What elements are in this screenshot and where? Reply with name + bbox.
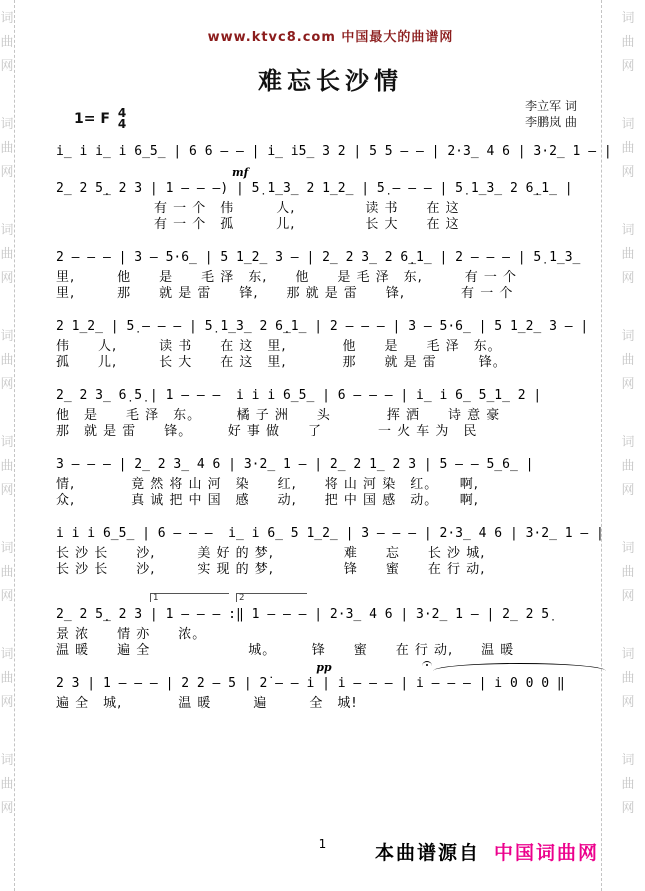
music-system xyxy=(56,140,612,164)
music-system xyxy=(56,591,605,659)
lyric-line: 景 浓 情 亦 浓。 xyxy=(56,627,207,642)
notation-line: 2 1̲2̲ | 5̣ — — — | 5̣ 1̲3̲ 2 6̣̲1̲ | 2 — — — | 3 — 5·6̲ | 5 1̲2̲ 3 — | xyxy=(56,319,589,334)
notation-area xyxy=(56,140,612,712)
lyric-line: 情, 竟 然 将 山 河 染 红, 将 山 河 染 红。 啊, xyxy=(56,477,479,492)
watermark-char: 曲 xyxy=(621,565,635,580)
watermark-char: 词 xyxy=(0,435,14,450)
watermark-char: 网 xyxy=(621,165,635,180)
dynamic-marking: pp xyxy=(316,661,332,674)
lyric-line: 有 一 个 伟 人, 读 书 在 这 xyxy=(56,201,460,216)
watermark-char: 词 xyxy=(621,11,635,26)
watermark-char: 曲 xyxy=(0,459,14,474)
watermark-char: 网 xyxy=(621,271,635,286)
watermark-char: 网 xyxy=(621,589,635,604)
slur-arc xyxy=(433,663,606,671)
key-label: 1= F xyxy=(74,111,110,127)
music-system xyxy=(56,315,605,371)
lyric-line: 长 沙 长 沙, 美 好 的 梦, 难 忘 长 沙 城, xyxy=(56,546,486,561)
notation-line: 2 3 | 1 — — — | 2 2 — 5 | 2̇ — — i | i — — — | i — — — | i 0 0 0 ‖ xyxy=(56,676,565,691)
lyric-line: 遍 全 城, 温 暖 遍 全 城! xyxy=(56,696,358,711)
lyricist-credit: 李立军 词 xyxy=(525,99,577,113)
watermark-char: 词 xyxy=(0,329,14,344)
watermark-char: 词 xyxy=(0,541,14,556)
watermark-char: 曲 xyxy=(621,353,635,368)
lyric-line: 长 沙 长 沙, 实 现 的 梦, 锋 蜜 在 行 动, xyxy=(56,562,486,577)
watermark-char: 网 xyxy=(0,695,14,710)
watermark-char: 词 xyxy=(621,541,635,556)
dynamic-marking: mf xyxy=(232,166,249,179)
watermark-char: 曲 xyxy=(0,777,14,792)
watermark-char: 曲 xyxy=(0,565,14,580)
watermark-char: 曲 xyxy=(621,35,635,50)
page-number: 1 xyxy=(318,837,327,851)
watermark-char: 词 xyxy=(0,117,14,132)
watermark-char: 网 xyxy=(0,271,14,286)
watermark-char: 曲 xyxy=(0,353,14,368)
meter-numerator: 4 xyxy=(117,106,127,120)
watermark-char: 曲 xyxy=(621,247,635,262)
fermata-icon xyxy=(422,661,432,667)
site-header: www.ktvc8.com 中国最大的曲谱网 xyxy=(207,30,454,45)
watermark-char: 曲 xyxy=(621,141,635,156)
lyric-line: 里, 他 是 毛 泽 东, 他 是 毛 泽 东, 有 一 个 xyxy=(56,270,518,285)
music-system xyxy=(56,246,605,302)
watermark-char: 网 xyxy=(0,483,14,498)
credits xyxy=(525,98,577,130)
watermark-char: 网 xyxy=(0,801,14,816)
watermark-char: 曲 xyxy=(621,459,635,474)
watermark-char: 词 xyxy=(0,753,14,768)
music-system xyxy=(56,166,605,233)
lyric-line: 温 暖 遍 全 城。 锋 蜜 在 行 动, 温 暖 xyxy=(56,643,515,658)
notation-line: 3 — — — | 2̲ 2 3̲ 4 6 | 3·2̲ 1 — | 2̲ 2 1̲ 2 3 | 5 — — 5̲6̲ | xyxy=(56,457,534,472)
source-site-link[interactable]: 中国词曲网 xyxy=(493,842,599,864)
notation-line: i i i 6̲5̲ | 6 — — — i̲ i 6̲ 5 1̲2̲ | 3 — — — | 2·3̲ 4 6 | 3·2̲ 1 — | xyxy=(56,526,604,541)
lyric-line: 里, 那 就 是 雷 锋, 那 就 是 雷 锋, 有 一 个 xyxy=(56,286,514,301)
watermark-char: 词 xyxy=(621,329,635,344)
lyric-line: 孤 儿, 长 大 在 这 里, 那 就 是 雷 锋。 xyxy=(56,355,507,370)
key-signature xyxy=(74,108,126,130)
lyric-line: 有 一 个 孤 儿, 长 大 在 这 xyxy=(56,217,460,232)
volta-bracket: 1 xyxy=(150,593,229,602)
notation-line: 2̲ 2 5̣̲ 2 3 | 1 — — — :‖ 1 — — — | 2·3̲ 4 6 | 3·2̲ 1 — | 2̲ 2 5̣ xyxy=(56,607,550,622)
watermark-char: 词 xyxy=(621,435,635,450)
music-system xyxy=(56,522,605,578)
music-system xyxy=(56,661,605,712)
watermark-char: 词 xyxy=(0,11,14,26)
time-signature xyxy=(118,108,126,130)
composer-credit: 李鹏岚 曲 xyxy=(525,115,577,129)
watermark-char: 曲 xyxy=(0,247,14,262)
watermark-char: 网 xyxy=(0,165,14,180)
watermark-char: 网 xyxy=(0,589,14,604)
song-title: 难忘长沙情 xyxy=(258,67,403,95)
watermark-char: 网 xyxy=(0,59,14,74)
music-system xyxy=(56,453,605,509)
watermark-char: 词 xyxy=(621,647,635,662)
source-line xyxy=(375,838,599,865)
watermark-char: 网 xyxy=(621,377,635,392)
lyric-line: 他 是 毛 泽 东。 橘 子 洲 头 挥 洒 诗 意 豪 xyxy=(56,408,501,423)
watermark-char: 词 xyxy=(0,223,14,238)
watermark-char: 曲 xyxy=(621,777,635,792)
lyric-line: 众, 真 诚 把 中 国 感 动, 把 中 国 感 动。 啊, xyxy=(56,493,479,508)
meter-denominator: 4 xyxy=(117,117,127,131)
watermark-char: 网 xyxy=(621,483,635,498)
lyric-line: 那 就 是 雷 锋。 好 事 做 了 一 火 车 为 民 xyxy=(56,424,478,439)
volta-row xyxy=(56,591,605,603)
watermark-char: 曲 xyxy=(0,35,14,50)
watermark-char: 词 xyxy=(621,753,635,768)
watermark-char: 曲 xyxy=(0,671,14,686)
watermark-char: 网 xyxy=(0,377,14,392)
notation-line: 2 — — — | 3 — 5·6̲ | 5 1̲2̲ 3 — | 2̲ 2 3̲ 2 6̣̲1̲ | 2 — — — | 5̣ 1̲3̲ xyxy=(56,250,581,265)
watermark-char: 词 xyxy=(0,647,14,662)
lyric-line: 伟 人, 读 书 在 这 里, 他 是 毛 泽 东。 xyxy=(56,339,502,354)
notation-line: i̲ i i̲ i 6̲5̲ | 6 6 — — | i̲ i5̲ 3 2 | 5 5 — — | 2·3̲ 4 6 | 3·2̲ 1 — | xyxy=(56,144,612,159)
watermark-char: 曲 xyxy=(621,671,635,686)
source-prefix: 本曲谱源自 xyxy=(374,842,480,864)
music-system xyxy=(56,384,605,440)
meta-row xyxy=(56,98,605,130)
watermark-char: 网 xyxy=(621,59,635,74)
watermark-char: 网 xyxy=(621,695,635,710)
watermark-char: 网 xyxy=(621,801,635,816)
watermark-char: 词 xyxy=(621,223,635,238)
notation-line: 2̲ 2 5̣̲ 2 3 | 1 — — —) | 5̣ 1̲3̲ 2 1̲2̲ | 5̣ — — — | 5̣ 1̲3̲ 2 6̣̲1̲ | xyxy=(56,181,573,196)
volta-bracket: 2 xyxy=(236,593,307,602)
notation-line: 2̲ 2 3̲ 6̣ 5̣ | 1 — — — i i i 6̲5̲ | 6 — — — | i̲ i 6̲ 5̲1̲ 2 | xyxy=(56,388,542,403)
watermark-char: 词 xyxy=(621,117,635,132)
watermark-char: 曲 xyxy=(0,141,14,156)
